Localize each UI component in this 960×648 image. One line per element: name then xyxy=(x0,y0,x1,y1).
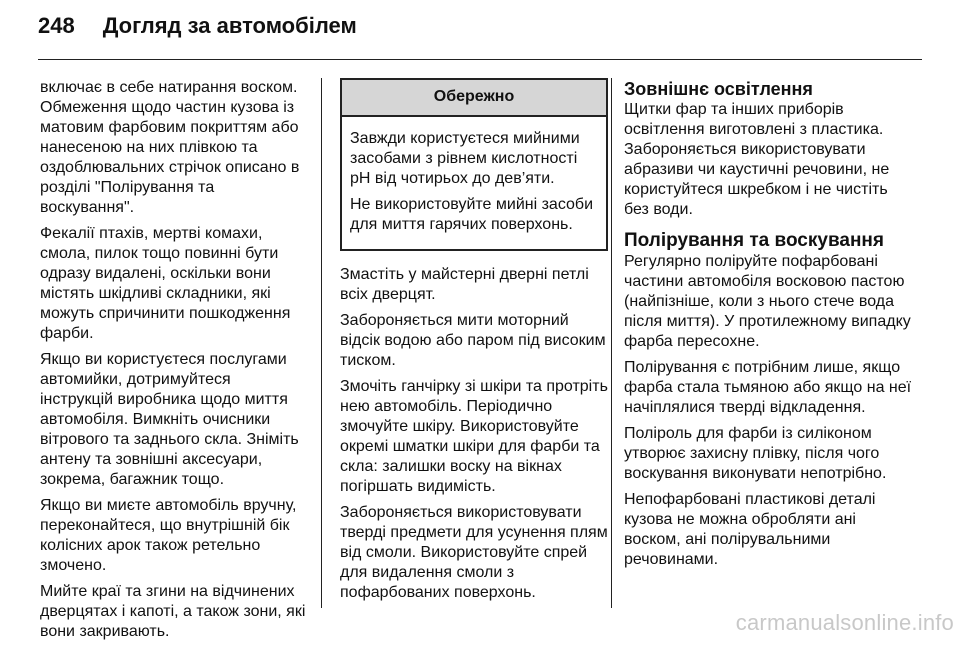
paragraph: Якщо ви миєте автомобіль вручну, переконайтеся, що внутрішній бік колісних арок також ретельно змочено. xyxy=(40,497,297,574)
paragraph: Змастіть у майстерні дверні петлі всіх дверцят. xyxy=(340,266,589,303)
paragraph: Фекалії птахів, мертві комахи, смола, пилок тощо повинні бути одразу видалені, оскільки вони містять шкідливі складники, які можуть спричинити пошкодження фарби. xyxy=(40,225,291,342)
column-divider xyxy=(321,78,322,608)
paragraph: Змочіть ганчірку зі шкіри та протріть нею автомобіль. Періодично змочуйте шкіру. Використовуйте окремі шматки шкіри для фарби та скла: залишки воску на вікнах погіршать видимість. xyxy=(340,378,608,495)
paragraph: включає в себе натирання воском. Обмеження щодо частин кузова із матовим фарбовим покриттям або нанесеною на них плівкою та оздоблювальних стрічок описано в розділі "Полірування та воскування". xyxy=(40,79,300,216)
paragraph: Полірування є потрібним лише, якщо фарба стала тьмяною або якщо на неї начіплялися тверді відкладення. xyxy=(624,359,912,416)
section-heading-exterior-lights: Зовнішнє освітлення xyxy=(624,79,813,99)
paragraph: Забороняється використовувати тверді предмети для усунення плям від смоли. Використовуйте спрей для видалення смоли з пофарбованих поверхонь. xyxy=(340,504,608,601)
page-title: Догляд за автомобілем xyxy=(102,13,357,38)
paragraph: Якщо ви користуєтеся послугами автомийки, дотримуйтеся інструкцій виробника щодо миття автомобіля. Вимкніть очисники вітрового та заднього скла. Зніміть антену та зовнішні аксесуари, зокрема, багажник тощо. xyxy=(40,351,299,488)
paragraph: Забороняється мити моторний відсік водою або паром під високим тиском. xyxy=(340,312,606,369)
caution-title: Обережно xyxy=(342,80,606,117)
paragraph: Непофарбовані пластикові деталі кузова не можна обробляти ані воском, ані полірувальними речовинами. xyxy=(624,491,876,568)
paragraph: Щитки фар та інших приборів освітлення виготовлені з пластика. Забороняється використовувати абразиви чи каустичні речовини, не користуйтеся шкребком і не чистіть без води. xyxy=(624,101,890,218)
page-number: 248 xyxy=(38,13,75,38)
section-heading-polishing: Полірування та воскування xyxy=(624,230,884,251)
caution-text: Завжди користуєтеся мийними засобами з рівнем кислотності pH від чотирьох до дев’яти. xyxy=(350,130,580,187)
column-middle xyxy=(340,78,608,609)
caution-text: Не використовуйте мийні засоби для миття гарячих поверхонь. xyxy=(350,196,593,233)
paragraph: Поліроль для фарби із силіконом утворює захисну плівку, після чого воскування виконувати непотрібно. xyxy=(624,425,887,482)
caution-body xyxy=(342,117,606,249)
header-rule xyxy=(38,59,922,60)
column-left xyxy=(40,78,308,648)
paragraph: Мийте краї та згини на відчинених дверцятах і капоті, а також зони, які вони закривають. xyxy=(40,583,306,640)
paragraph: Регулярно поліруйте пофарбовані частини автомобіля восковою пастою (найпізніше, коли з нього стече вода після миття). У протилежному випадку фарба пересохне. xyxy=(624,253,911,350)
watermark: carmanualsonline.info xyxy=(735,610,954,635)
column-right xyxy=(624,78,914,576)
column-divider xyxy=(611,78,612,608)
page-header xyxy=(38,8,357,44)
caution-box xyxy=(340,78,608,251)
